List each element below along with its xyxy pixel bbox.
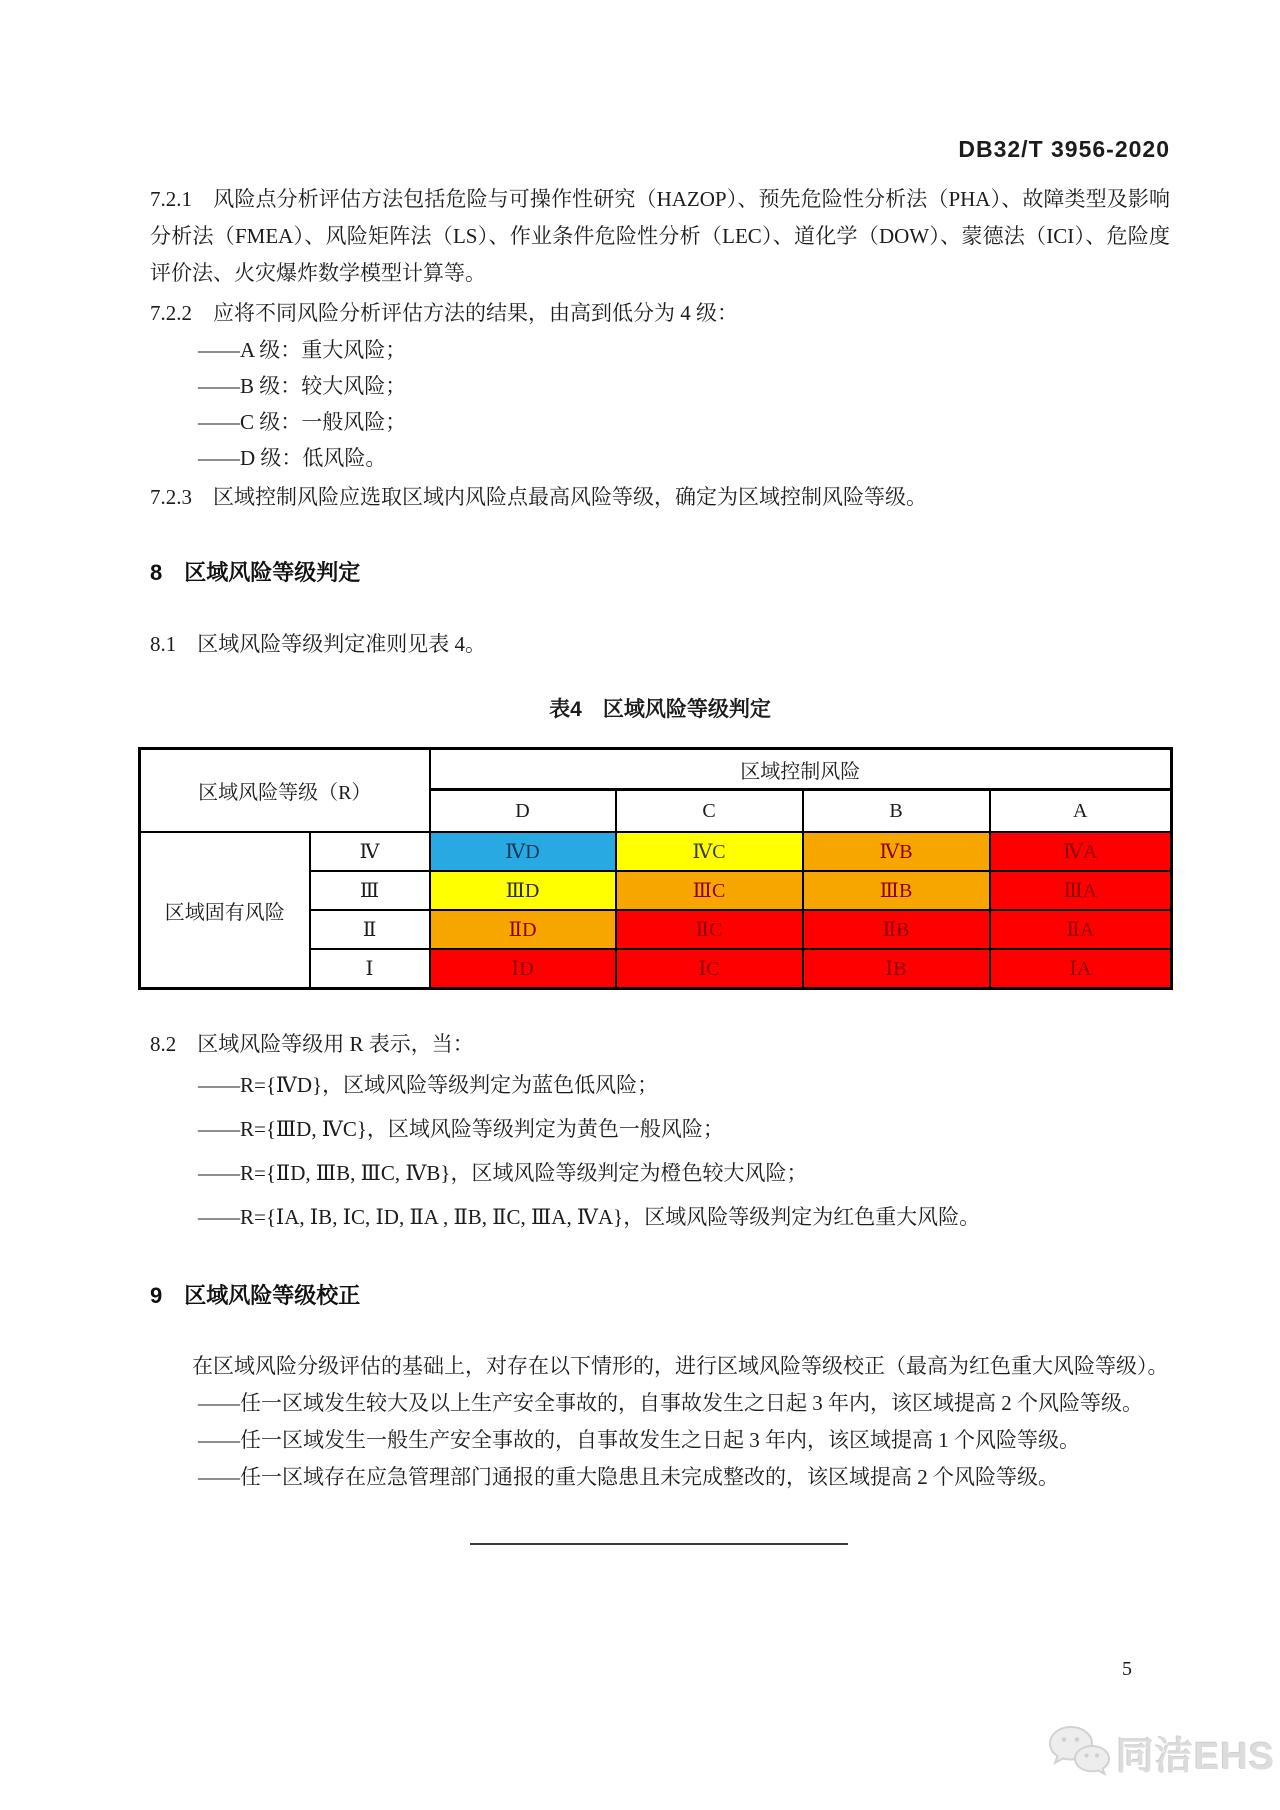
watermark-text: 同洁EHS	[1116, 1736, 1276, 1778]
risk-cell-iiia: ⅢA	[990, 871, 1172, 910]
page-content	[150, 0, 1170, 1496]
risk-cell-ivc: ⅣC	[616, 832, 803, 871]
para-9-intro: 在区域风险分级评估的基础上，对存在以下情形的，进行区域风险等级校正（最高为红色重大风险等级）。	[192, 1354, 1169, 1378]
risk-cell-ic: ⅠC	[616, 949, 803, 989]
list-item: ——R={ⅡD, ⅢB, ⅢC, ⅣB}，区域风险等级判定为橙色较大风险；	[198, 1161, 808, 1185]
risk-cell-iic: ⅡC	[616, 910, 803, 949]
section-heading-8: 8 区域风险等级判定	[150, 560, 361, 585]
list-item: ——R={ⅣD}，区域风险等级判定为蓝色低风险；	[198, 1073, 659, 1097]
risk-level-definition-list	[150, 1063, 1170, 1239]
risk-cell-ia: ⅠA	[990, 949, 1172, 989]
risk-matrix-table	[138, 747, 1173, 990]
corner-header-cell: 区域风险等级（R）	[140, 749, 430, 833]
wechat-icon	[1046, 1724, 1110, 1781]
risk-cell-ib: ⅠB	[803, 949, 990, 989]
risk-cell-id: ⅠD	[430, 949, 616, 989]
row-group-header-cell: 区域固有风险	[140, 832, 310, 989]
row-level-ii: Ⅱ	[310, 910, 430, 949]
list-item: ——B 级：较大风险；	[198, 374, 407, 398]
standard-code-header: DB32/T 3956-2020	[958, 136, 1170, 162]
risk-cell-ivb: ⅣB	[803, 832, 990, 871]
list-item: ——A 级：重大风险；	[198, 338, 407, 362]
risk-cell-iiic: ⅢC	[616, 871, 803, 910]
col-header-c: C	[616, 790, 803, 833]
list-item: ——任一区域存在应急管理部门通报的重大隐患且未完成整改的，该区域提高 2 个风险等级。	[198, 1465, 1059, 1489]
para-7-2-1: 7.2.1 风险点分析评估方法包括危险与可操作性研究（HAZOP）、预先危险性分析法（PHA）、故障类型及影响分析法（FMEA）、风险矩阵法（LS）、作业条件危险性分析（LEC）、道化学（DOW）、蒙德法（ICI）、危险度评价法、火灾爆炸数学模型计算等。	[150, 187, 1170, 285]
para-8-2: 8.2 区域风险等级用 R 表示，当：	[150, 1032, 474, 1056]
watermark	[1046, 1724, 1275, 1781]
risk-cell-iib: ⅡB	[803, 910, 990, 949]
list-item: ——任一区域发生一般生产安全事故的，自事故发生之日起 3 年内，该区域提高 1 个风险等级。	[198, 1428, 1080, 1452]
risk-grade-list	[150, 332, 1170, 476]
row-level-iv: Ⅳ	[310, 832, 430, 871]
list-item: ——D 级：低风险。	[198, 446, 387, 470]
risk-cell-iid: ⅡD	[430, 910, 616, 949]
table-row-iv	[140, 832, 1172, 871]
list-item: ——R={ⅠA, ⅠB, ⅠC, ⅠD, ⅡA , ⅡB, ⅡC, ⅢA, ⅣA}，区域风险等级判定为红色重大风险。	[198, 1205, 981, 1229]
table4-caption: 表4 区域风险等级判定	[549, 698, 771, 721]
risk-cell-ivd: ⅣD	[430, 832, 616, 871]
col-header-b: B	[803, 790, 990, 833]
list-item: ——R={ⅢD, ⅣC}，区域风险等级判定为黄色一般风险；	[198, 1117, 724, 1141]
risk-cell-iva: ⅣA	[990, 832, 1172, 871]
para-7-2-3: 7.2.3 区域控制风险应选取区域内风险点最高风险等级，确定为区域控制风险等级。	[150, 485, 927, 509]
row-level-i: Ⅰ	[310, 949, 430, 989]
para-8-1: 8.1 区域风险等级判定准则见表 4。	[150, 632, 486, 656]
col-header-d: D	[430, 790, 616, 833]
page-number: 5	[1122, 1658, 1132, 1680]
row-level-iii: Ⅲ	[310, 871, 430, 910]
table-header-row-1	[140, 749, 1172, 790]
col-group-header-cell: 区域控制风险	[430, 749, 1172, 790]
list-item: ——任一区域发生较大及以上生产安全事故的，自事故发生之日起 3 年内，该区域提高 2 个风险等级。	[198, 1391, 1143, 1415]
list-item: ——C 级：一般风险；	[198, 410, 407, 434]
risk-cell-iiib: ⅢB	[803, 871, 990, 910]
col-header-a: A	[990, 790, 1172, 833]
correction-list	[150, 1385, 1170, 1496]
para-7-2-2: 7.2.2 应将不同风险分析评估方法的结果，由高到低分为 4 级：	[150, 301, 738, 325]
footer-divider	[470, 1543, 848, 1545]
risk-cell-iiid: ⅢD	[430, 871, 616, 910]
risk-cell-iia: ⅡA	[990, 910, 1172, 949]
section-heading-9: 9 区域风险等级校正	[150, 1283, 361, 1308]
